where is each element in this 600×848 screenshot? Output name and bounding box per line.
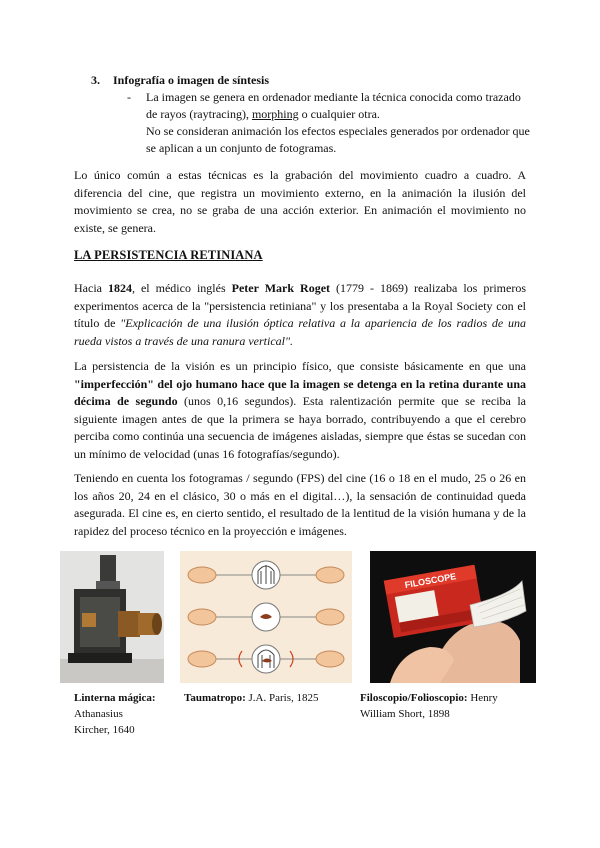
caption-label: Filoscopio/Folioscopio: [360,692,468,704]
caption-text: Athanasius Kircher, 1640 [74,708,135,736]
caption-filoscopio [360,690,530,722]
p2-text-b: , el médico inglés [131,281,232,295]
caption-linterna [74,690,174,738]
p2-text-c: (1779 - 1869) realizaba los primeros experimentos acerca de la "persistencia retiniana" y los presentaba a la Royal Society con el título de [74,281,526,330]
p2-text-a: Hacia [74,281,108,295]
p3-bold: "imperfección" del ojo humano hace que la imagen se detenga en la retina durante una décima de segundo [74,376,526,408]
caption-taumatropo [184,690,354,706]
sub-bullet-text [146,89,531,157]
list-item-title: Infografía o imagen de síntesis [113,73,269,87]
sub-bullet-line1: La imagen se genera en ordenador mediante la técnica conocida como trazado de rayos (raytracing), [146,90,521,121]
section-heading: LA PERSISTENCIA RETINIANA [74,248,263,262]
magic-lantern-image [60,551,164,683]
paragraph-persistencia [74,358,526,463]
morphing-term: morphing [251,107,299,121]
caption-label: Linterna mágica: [74,692,156,704]
p2-title: "Explicación de una ilusión óptica relativa a la apariencia de los radios de una rueda vistos a través de una ranura vertical". [74,316,527,348]
paragraph-roget [74,280,526,350]
list-item-3 [91,72,269,89]
list-number: 3. [91,73,100,87]
paragraph-tecnicas: Lo único común a estas técnicas es la grabación del movimiento cuadro a cuadro. A diferencia del cine, que registra un movimiento externo, en la animación la ilusión del movimiento se crea, no se graba de una acción exterior. En animación el movimiento no existe, se genera. [74,168,526,235]
flipbook-image [370,551,536,683]
p3-text-b: (unos 0,16 segundos). Esta ralentización permite que se reciba la siguiente imagen antes de que la primera se haya borrado, contribuyendo a que el cerebro perciba como continúa una secuencia de imágenes aisladas, siempre que éstas se sucedan con un mínimo de velocidad (unas 16 fotografías/segundo). [74,394,526,461]
p2-year: 1824 [107,281,132,295]
paragraph-fps: Teniendo en cuenta los fotogramas / segundo (FPS) del cine (16 o 18 en el mudo, 25 o 26 en los años 20, 24 en el clásico, 30 o más en el digital…), la sensación de continuidad queda asegurada. El cine es, en cierto sentido, el resultado de la lentitud de la visión humana y de la rapidez del proceso técnico en la proyección e imágenes. [74,471,526,538]
sub-bullet-line2: No se consideran animación los efectos especiales generados por ordenador que se aplican a un conjunto de fotogramas. [146,124,530,155]
p2-name: Peter Mark Roget [231,281,331,295]
caption-text: Henry William Short, 1898 [360,692,498,720]
thaumatrope-image [180,551,352,683]
flipbook-label: FILOSCOPE [403,571,457,591]
sub-bullet-line1-end: o cualquier otra. [298,107,380,121]
p3-text-a: La persistencia de la visión es un principio físico, que consiste básicamente en que una [74,359,526,373]
caption-label: Taumatropo: [184,692,246,704]
caption-text: J.A. Paris, 1825 [248,692,319,704]
sub-bullet-dash: - [127,90,131,104]
